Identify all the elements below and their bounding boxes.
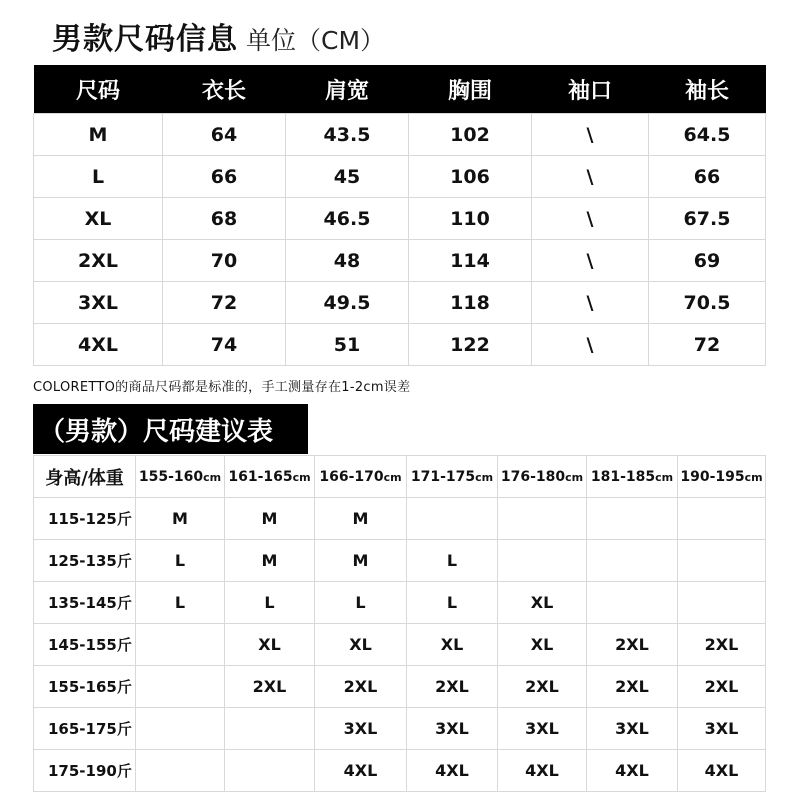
table-cell: M (315, 540, 407, 582)
table-cell: 2XL (315, 666, 407, 708)
table-cell: 45 (286, 156, 409, 198)
table-cell: 48 (286, 240, 409, 282)
page-title (52, 14, 385, 60)
header-chest: 胸围 (409, 65, 532, 114)
table-cell: M (225, 498, 315, 540)
table-cell: M (34, 114, 163, 156)
weight-cell: 115-125斤 (34, 498, 136, 540)
table-cell: XL (315, 624, 407, 666)
table-cell (587, 498, 678, 540)
size-info-table (33, 65, 766, 366)
table-cell: L (225, 582, 315, 624)
table-cell: 69 (649, 240, 766, 282)
table-cell: 72 (649, 324, 766, 366)
height-header: 171-175cm (407, 456, 498, 498)
table-cell: 43.5 (286, 114, 409, 156)
table-cell: 51 (286, 324, 409, 366)
table-cell: 118 (409, 282, 532, 324)
table-cell: M (315, 498, 407, 540)
height-header: 181-185cm (587, 456, 678, 498)
table-cell: \ (532, 240, 649, 282)
table-cell: 67.5 (649, 198, 766, 240)
table-cell: XL (407, 624, 498, 666)
weight-cell: 155-165斤 (34, 666, 136, 708)
table-cell: L (136, 582, 225, 624)
table-cell: 3XL (315, 708, 407, 750)
table-cell (136, 666, 225, 708)
table-cell: 4XL (407, 750, 498, 792)
table-cell: \ (532, 114, 649, 156)
table-cell: 2XL (678, 624, 766, 666)
rec-table-header-row (34, 456, 766, 498)
table-cell: 122 (409, 324, 532, 366)
table-cell (136, 624, 225, 666)
table-row (34, 498, 766, 540)
table-cell (225, 708, 315, 750)
table-cell: 68 (163, 198, 286, 240)
table-cell: \ (532, 282, 649, 324)
table-cell: L (315, 582, 407, 624)
size-table-header-row (34, 65, 766, 114)
table-cell: 102 (409, 114, 532, 156)
table-cell: 46.5 (286, 198, 409, 240)
table-cell: 66 (163, 156, 286, 198)
table-cell: 66 (649, 156, 766, 198)
table-row (34, 114, 766, 156)
table-cell: 3XL (34, 282, 163, 324)
table-cell (498, 540, 587, 582)
table-cell: 4XL (678, 750, 766, 792)
table-cell (678, 582, 766, 624)
weight-cell: 135-145斤 (34, 582, 136, 624)
table-cell: L (34, 156, 163, 198)
table-row (34, 540, 766, 582)
table-cell: 2XL (498, 666, 587, 708)
weight-cell: 145-155斤 (34, 624, 136, 666)
table-row (34, 198, 766, 240)
height-header: 176-180cm (498, 456, 587, 498)
table-cell: 70 (163, 240, 286, 282)
header-length: 衣长 (163, 65, 286, 114)
table-cell: 2XL (587, 666, 678, 708)
recommendation-title: （男款）尺码建议表 (33, 404, 308, 454)
table-row (34, 582, 766, 624)
height-header: 161-165cm (225, 456, 315, 498)
table-row (34, 282, 766, 324)
header-size: 尺码 (34, 65, 163, 114)
height-header: 190-195cm (678, 456, 766, 498)
table-cell: 2XL (678, 666, 766, 708)
table-cell: 3XL (407, 708, 498, 750)
table-cell: XL (498, 582, 587, 624)
table-cell: 72 (163, 282, 286, 324)
height-header: 166-170cm (315, 456, 407, 498)
weight-cell: 165-175斤 (34, 708, 136, 750)
table-cell: XL (34, 198, 163, 240)
table-cell: 74 (163, 324, 286, 366)
weight-cell: 125-135斤 (34, 540, 136, 582)
table-cell (136, 708, 225, 750)
table-cell: 49.5 (286, 282, 409, 324)
title-unit: 单位（CM） (246, 26, 386, 55)
table-cell: L (136, 540, 225, 582)
table-cell (498, 498, 587, 540)
table-cell (407, 498, 498, 540)
table-cell: 70.5 (649, 282, 766, 324)
title-main: 男款尺码信息 (52, 22, 238, 57)
table-row (34, 666, 766, 708)
table-cell: 114 (409, 240, 532, 282)
table-cell: M (225, 540, 315, 582)
table-cell: 106 (409, 156, 532, 198)
table-cell: M (136, 498, 225, 540)
table-cell (136, 750, 225, 792)
table-cell: 2XL (587, 624, 678, 666)
header-sleeve: 袖长 (649, 65, 766, 114)
table-cell: L (407, 582, 498, 624)
table-cell: 2XL (34, 240, 163, 282)
table-cell: 64 (163, 114, 286, 156)
table-cell (678, 498, 766, 540)
table-cell: \ (532, 198, 649, 240)
corner-header: 身高/体重 (34, 456, 136, 498)
table-cell: 2XL (407, 666, 498, 708)
table-cell: 3XL (678, 708, 766, 750)
size-recommendation-table (33, 455, 766, 792)
table-cell: 3XL (498, 708, 587, 750)
table-cell: 4XL (587, 750, 678, 792)
table-row (34, 240, 766, 282)
table-cell: 3XL (587, 708, 678, 750)
height-header: 155-160cm (136, 456, 225, 498)
table-cell: 64.5 (649, 114, 766, 156)
table-cell: 4XL (315, 750, 407, 792)
table-cell: XL (225, 624, 315, 666)
table-row (34, 750, 766, 792)
table-cell: L (407, 540, 498, 582)
header-cuff: 袖口 (532, 65, 649, 114)
table-cell: 2XL (225, 666, 315, 708)
header-shoulder: 肩宽 (286, 65, 409, 114)
table-cell: 4XL (498, 750, 587, 792)
table-cell: \ (532, 156, 649, 198)
weight-cell: 175-190斤 (34, 750, 136, 792)
table-cell (225, 750, 315, 792)
table-row (34, 156, 766, 198)
table-cell (587, 540, 678, 582)
table-cell (587, 582, 678, 624)
table-row (34, 708, 766, 750)
table-cell: 110 (409, 198, 532, 240)
table-cell (678, 540, 766, 582)
table-cell: 4XL (34, 324, 163, 366)
table-cell: \ (532, 324, 649, 366)
table-row (34, 624, 766, 666)
measurement-note: COLORETTO的商品尺码都是标准的，手工测量存在1-2cm误差 (33, 380, 411, 395)
table-cell: XL (498, 624, 587, 666)
table-row (34, 324, 766, 366)
